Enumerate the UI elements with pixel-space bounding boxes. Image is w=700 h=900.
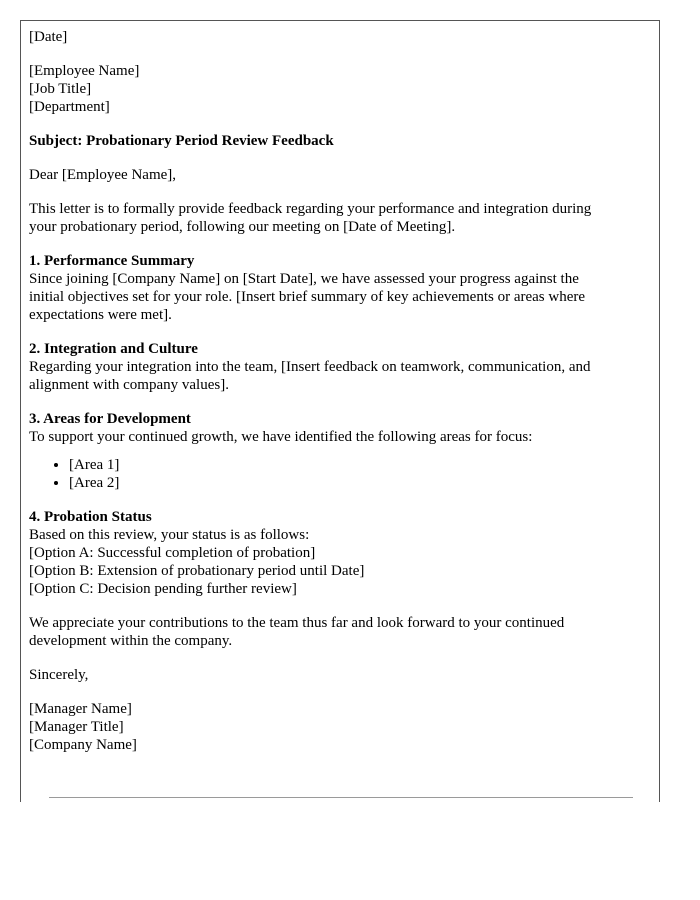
section-heading: 1. Performance Summary (29, 253, 195, 269)
company-name: [Company Name] (29, 737, 137, 753)
section-integration-culture (29, 340, 614, 394)
status-option-b: [Option B: Extension of probationary period until Date] (29, 563, 365, 579)
recipient-block (29, 62, 614, 116)
list-item: • [Area 2] (69, 474, 614, 492)
development-areas-list (29, 456, 614, 492)
recipient-job-title: [Job Title] (29, 81, 92, 97)
section-heading: 3. Areas for Development (29, 411, 191, 427)
section-areas-development (29, 410, 614, 446)
salutation: Dear [Employee Name], (29, 167, 177, 183)
status-option-c: [Option C: Decision pending further review] (29, 581, 297, 597)
manager-name: [Manager Name] (29, 701, 132, 717)
letter-subject: Subject: Probationary Period Review Feedback (29, 133, 334, 149)
intro-paragraph: This letter is to formally provide feedback regarding your performance and integration during your probationary period, following our meeting on [Date of Meeting]. (29, 201, 592, 235)
status-option-a: [Option A: Successful completion of probation] (29, 545, 316, 561)
list-item: • [Area 1] (69, 456, 614, 474)
letter-date: [Date] (29, 29, 68, 45)
section-heading: 2. Integration and Culture (29, 341, 198, 357)
section-heading: 4. Probation Status (29, 509, 152, 525)
recipient-name: [Employee Name] (29, 63, 140, 79)
sign-off: Sincerely, (29, 667, 89, 683)
section-performance-summary (29, 252, 614, 324)
section-probation-status (29, 508, 614, 598)
section-body: Since joining [Company Name] on [Start Date], we have assessed your progress against the initial objectives set for your role. [Insert brief summary of key achievements or areas where expectations were met]. (29, 271, 586, 323)
section-body: Regarding your integration into the team, [Insert feedback on teamwork, communication, and alignment with company values]. (29, 359, 591, 393)
closing-paragraph: We appreciate your contributions to the team thus far and look forward to your continued development within the company. (29, 615, 565, 649)
letter-content (29, 28, 614, 770)
manager-title: [Manager Title] (29, 719, 124, 735)
section-body: To support your continued growth, we have identified the following areas for focus: (29, 429, 533, 445)
section-body: Based on this review, your status is as follows: (29, 527, 310, 543)
recipient-department: [Department] (29, 99, 110, 115)
signature-block (29, 700, 614, 754)
footer-divider (49, 797, 633, 798)
